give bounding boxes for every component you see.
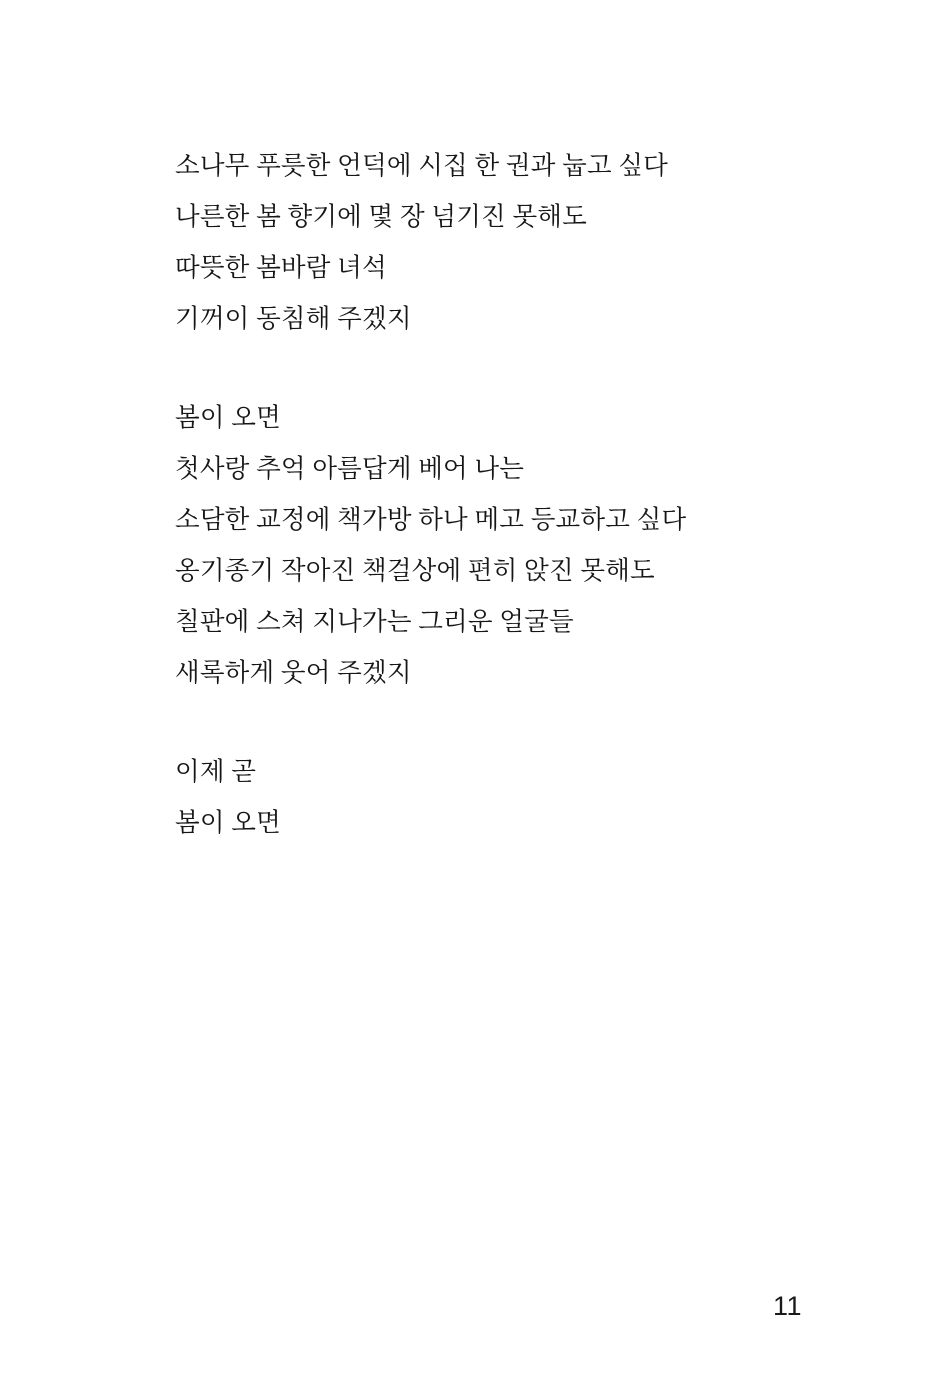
poem-line: 나른한 봄 향기에 몇 장 넘기진 못해도 — [175, 202, 587, 231]
poem-line: 칠판에 스쳐 지나가는 그리운 얼굴들 — [175, 607, 574, 636]
poem-line: 따뜻한 봄바람 녀석 — [175, 253, 387, 282]
poem-stanza — [175, 392, 815, 698]
poem-line: 옹기종기 작아진 책걸상에 편히 앉진 못해도 — [175, 556, 655, 585]
poem-line: 기꺼이 동침해 주겠지 — [175, 304, 412, 333]
poem-line: 봄이 오면 — [175, 403, 281, 432]
poem-line: 이제 곧 — [175, 757, 257, 786]
poem-stanza — [175, 746, 815, 848]
poem-line: 소담한 교정에 책가방 하나 메고 등교하고 싶다 — [175, 505, 687, 534]
poem-line: 소나무 푸릇한 언덕에 시집 한 권과 눕고 싶다 — [175, 151, 669, 180]
poem-body — [175, 140, 815, 848]
poem-line: 봄이 오면 — [175, 808, 281, 837]
poem-stanza — [175, 140, 815, 344]
poem-line: 첫사랑 추억 아름답게 베어 나는 — [175, 454, 525, 483]
poem-line: 새록하게 웃어 주겠지 — [175, 658, 412, 687]
page-number: 11 — [772, 1291, 802, 1321]
